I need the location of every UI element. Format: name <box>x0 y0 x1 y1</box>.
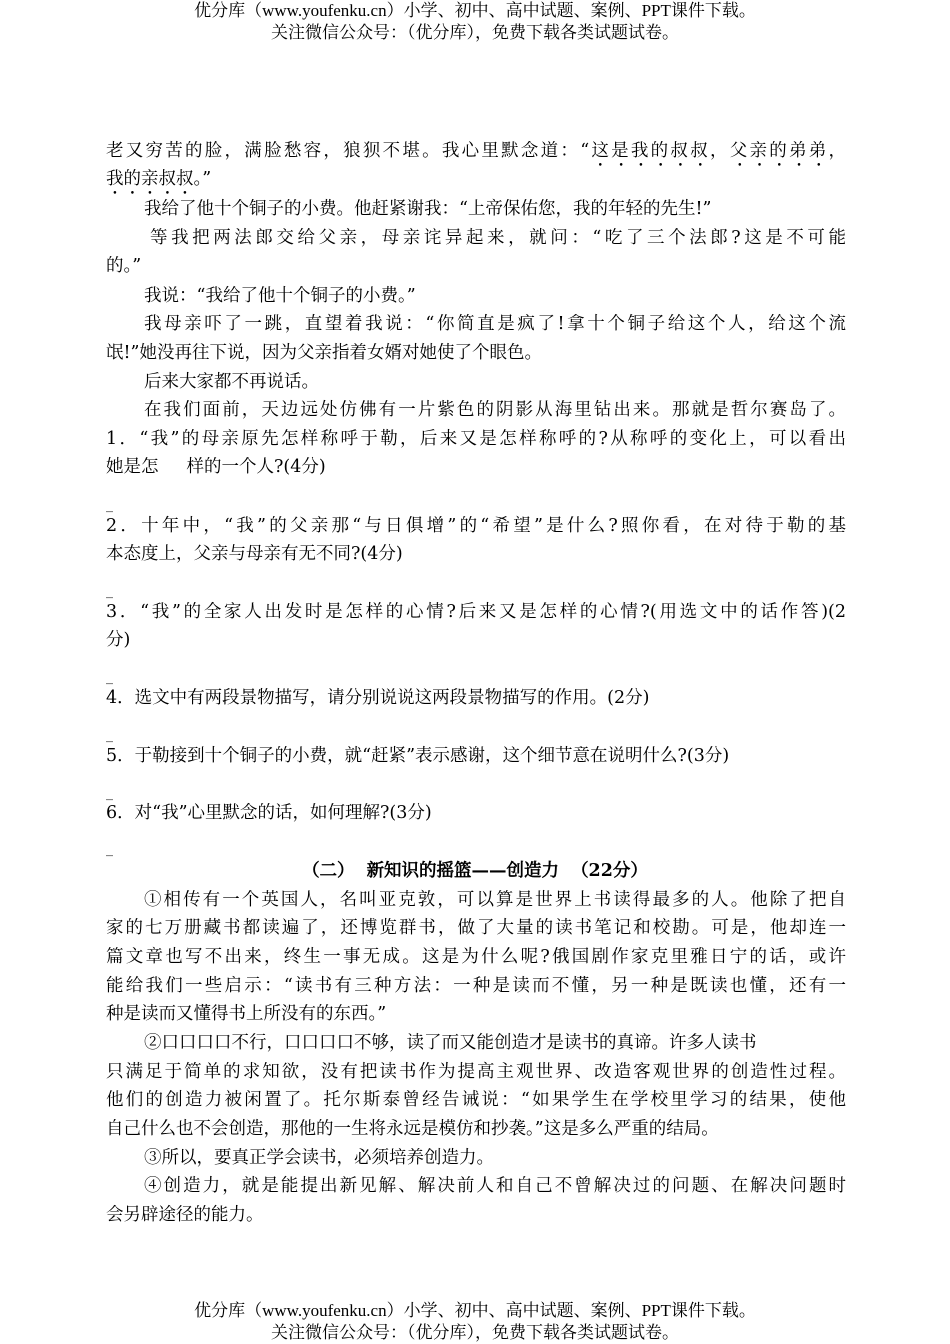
answer-blank[interactable]: _ <box>106 497 113 513</box>
essay-line: 他们的创造力被闲置了。托尔斯泰曾经告诫说：“如果学生在学校里学习的结果，使他 <box>106 1090 846 1110</box>
section-number: （二） <box>302 861 355 881</box>
essay-line: 篇文章也写不出来，终生一事无成。这是为什么呢?俄国剧作家克里雅日宁的话，或许 <box>106 947 846 967</box>
essay-line: 家的七万册藏书都读遍了，还博览群书，做了大量的读书笔记和校勘。可是，他却连一 <box>106 918 846 938</box>
section-heading <box>0 857 950 885</box>
header-line-1: 优分库（www.youfenku.cn）小学、初中、高中试题、案例、PPT课件下载。 <box>194 1 756 20</box>
answer-blank[interactable]: _ <box>106 669 113 685</box>
emphasized-text: 我的亲叔叔 <box>106 169 194 189</box>
essay-line: 只满足于简单的求知欲，没有把读书作为提高主观世界、改造客观世界的创造性过程。 <box>106 1062 846 1082</box>
question-text: 她是怎 <box>106 457 159 477</box>
answer-blank[interactable]: _ <box>106 727 113 743</box>
header-line-2: 关注微信公众号：（优分库），免费下载各类试题试卷。 <box>271 23 679 42</box>
passage-line: 氓!”她没再往下说，因为父亲指着女婿对她使了个眼色。 <box>106 343 542 363</box>
section-score: （22分） <box>571 861 648 881</box>
passage-line: 等我把两法郎交给父亲，母亲诧异起来，就问：“吃了三个法郎?这是不可能 <box>150 228 846 248</box>
page-header <box>0 0 950 44</box>
question-3-cont: 分) <box>106 630 131 650</box>
essay-line: ④创造力，就是能提出新见解、解决前人和自己不曾解决过的问题、在解决问题时 <box>144 1176 846 1196</box>
page-footer <box>0 1300 950 1344</box>
passage-text: 老又穷苦的脸，满脸愁容，狼狈不堪。我心里默念道：“ <box>106 141 590 161</box>
passage-text: 。” <box>193 169 212 189</box>
question-4: 4．选文中有两段景物描写，请分别说说这两段景物描写的作用。(2分) <box>106 688 650 708</box>
essay-line: ②口口口口不行，口口口口不够，读了而又能创造才是读书的真谛。许多人读书 <box>144 1033 757 1053</box>
passage-line: 后来大家都不再说话。 <box>144 372 319 392</box>
passage-line: 我说：“我给了他十个铜子的小费。” <box>144 286 416 306</box>
question-2-cont: 本态度上，父亲与母亲有无不同?(4分) <box>106 544 403 564</box>
essay-line: 会另辟途径的能力。 <box>106 1205 264 1225</box>
question-3: 3．“我”的全家人出发时是怎样的心情?后来又是怎样的心情?(用选文中的话作答)(2 <box>106 602 846 622</box>
passage-line: 我给了他十个铜子的小费。他赶紧谢我：“上帝保佑您，我的年轻的先生!” <box>144 199 712 219</box>
passage-line: 我母亲吓了一跳，直望着我说：“你简直是疯了!拿十个铜子给这个人，给这个流 <box>144 314 846 334</box>
essay-line: 能给我们一些启示：“读书有三种方法：一种是读而不懂，另一种是既读也懂，还有一 <box>106 976 846 996</box>
question-1-cont <box>106 453 846 481</box>
passage-line: 在我们面前，天边远处仿佛有一片紫色的阴影从海里钻出来。那就是哲尔赛岛了。 <box>144 400 846 420</box>
answer-blank[interactable]: _ <box>106 583 113 599</box>
emphasized-text: 这是我的叔叔，父亲的弟弟， <box>589 141 846 161</box>
question-2: 2．十年中，“我”的父亲那“与日俱增”的“希望”是什么?照你看，在对待于勒的基 <box>106 516 846 536</box>
question-5: 5．于勒接到十个铜子的小费，就“赶紧”表示感谢，这个细节意在说明什么?(3分) <box>106 746 730 766</box>
essay-line: ③所以，要真正学会读书，必须培养创造力。 <box>144 1148 494 1168</box>
section-title: 新知识的摇篮——创造力 <box>366 861 560 881</box>
footer-line-1: 优分库（www.youfenku.cn）小学、初中、高中试题、案例、PPT课件下载。 <box>194 1301 756 1320</box>
passage-line: 的。” <box>106 256 142 276</box>
footer-line-2: 关注微信公众号：（优分库），免费下载各类试题试卷。 <box>271 1323 679 1342</box>
question-1: 1．“我”的母亲原先怎样称呼于勒，后来又是怎样称呼的?从称呼的变化上，可以看出 <box>106 429 846 449</box>
answer-blank[interactable]: _ <box>106 841 113 857</box>
essay-line: 种是读而又懂得书上所没有的东西。” <box>106 1004 387 1024</box>
answer-blank[interactable]: _ <box>106 785 113 801</box>
essay-line: 自己什么也不会创造，那他的一生将永远是模仿和抄袭。”这是多么严重的结局。 <box>106 1119 719 1139</box>
essay-line: ①相传有一个英国人，名叫亚克敦，可以算是世界上书读得最多的人。他除了把自 <box>144 890 846 910</box>
passage-line <box>106 165 846 199</box>
question-text: 样的一个人?(4分) <box>186 457 326 477</box>
question-6: 6．对“我”心里默念的话，如何理解?(3分) <box>106 803 432 823</box>
